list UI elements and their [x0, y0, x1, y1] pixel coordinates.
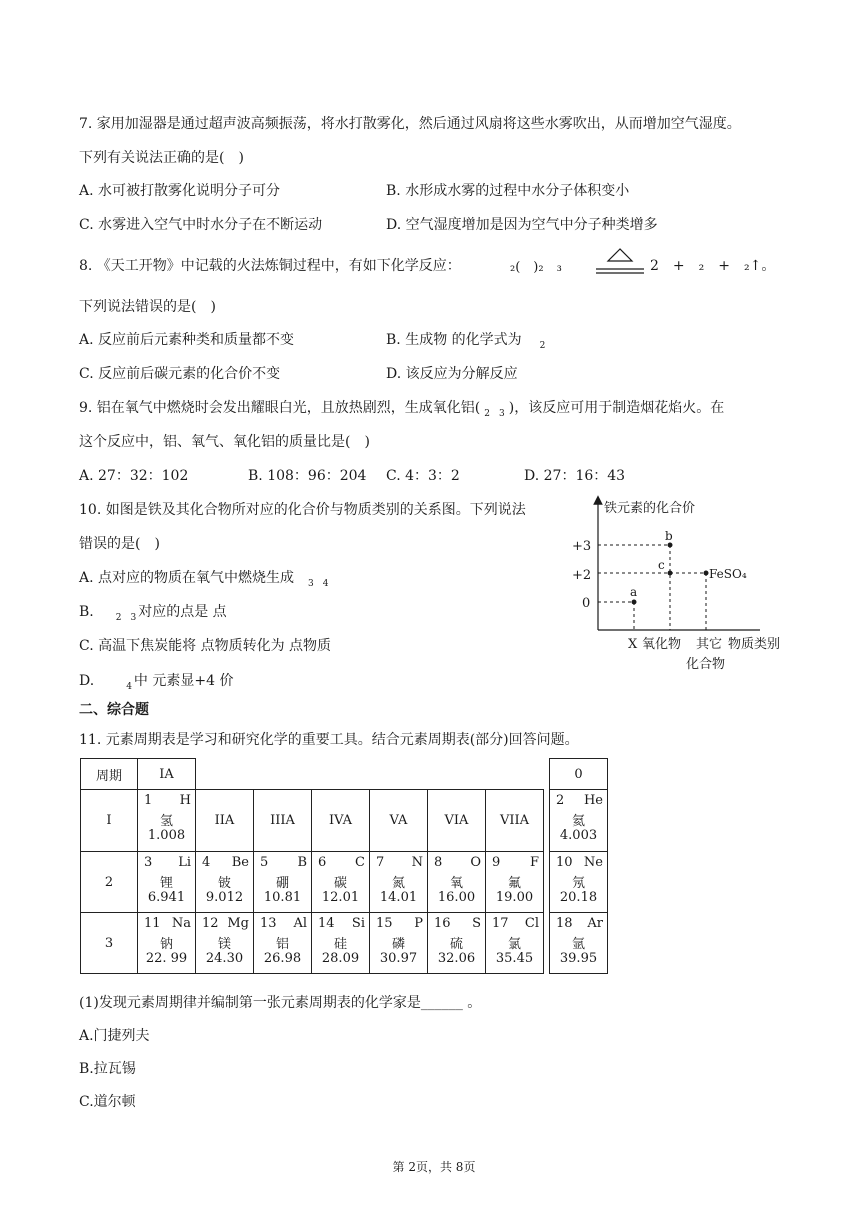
element-number: 3 — [144, 855, 153, 870]
q9-option-b: B. 108：96：204 — [248, 468, 367, 484]
q10-option-b-tail: 对应的点是 点 — [138, 604, 227, 620]
q10-stem-line2: 错误的是( ) — [79, 536, 160, 552]
element-mass: 30.97 — [379, 951, 418, 966]
element-name: 钠 — [159, 937, 173, 952]
element-mass: 9.012 — [205, 890, 244, 905]
element-symbol: Cl — [524, 916, 539, 931]
element-cell-li — [137, 851, 196, 913]
element-cell-c — [311, 851, 370, 913]
heat-reaction-arrow-icon — [594, 247, 646, 283]
element-cell-mg — [195, 912, 254, 974]
q11-sub1: (1)发现元素周期律并编制第一张元素周期表的化学家是______ 。 — [79, 995, 482, 1011]
q7-stem-line1: 7. 家用加湿器是通过超声波高频振荡，将水打散雾化，然后通过风扇将这些水雾吹出，从而增加空气湿度。 — [79, 116, 741, 132]
element-symbol: Be — [231, 855, 249, 870]
q10-option-a — [79, 568, 328, 594]
element-name: 氢 — [159, 814, 173, 829]
element-cell-n — [369, 851, 428, 913]
q8-equation-left: ₂( )₂ ₃ — [510, 260, 562, 275]
y-tick-zero: 0 — [582, 596, 591, 611]
period-2-label: 2 — [80, 851, 138, 913]
group-iva-header: IVA — [311, 789, 370, 852]
q10-option-d — [79, 671, 233, 697]
element-number: 7 — [376, 855, 385, 870]
element-mass: 35.45 — [495, 951, 534, 966]
q10-stem-line1: 10. 如图是铁及其化合物所对应的化合价与物质类别的关系图。下列说法 — [79, 502, 526, 518]
x-tick-oxide: 氧化物 — [642, 637, 682, 652]
element-mass: 12.01 — [321, 890, 360, 905]
q9-stem-part2: )，该反应可用于制造烟花焰火。在 — [508, 400, 725, 416]
q10-option-b-label: B. — [79, 604, 94, 620]
element-number: 17 — [492, 916, 509, 931]
element-symbol: P — [414, 916, 423, 931]
q8-option-b — [386, 330, 545, 356]
element-name: 硼 — [275, 876, 289, 891]
element-number: 13 — [260, 916, 277, 931]
element-symbol: Si — [351, 916, 365, 931]
element-symbol: Na — [171, 916, 191, 931]
element-symbol: C — [355, 855, 365, 870]
element-mass: 1.008 — [147, 828, 186, 843]
element-number: 11 — [144, 916, 161, 931]
element-number: 6 — [318, 855, 327, 870]
iron-valence-category-graph — [560, 492, 810, 682]
element-cell-si — [311, 912, 370, 974]
element-number: 18 — [556, 916, 573, 931]
point-c — [668, 571, 673, 576]
q10-option-a-sub: 3 4 — [308, 579, 329, 589]
element-number: 9 — [492, 855, 501, 870]
element-name: 锂 — [159, 876, 173, 891]
element-symbol: H — [179, 793, 191, 808]
q11-option-a: A.门捷列夫 — [79, 1028, 150, 1044]
q10-option-b-sub: 2 3 — [115, 613, 137, 623]
element-name: 碳 — [333, 876, 347, 891]
element-mass: 4.003 — [559, 828, 598, 843]
element-symbol: N — [411, 855, 423, 870]
element-mass: 10.81 — [263, 890, 302, 905]
group-viia-header: VIIA — [485, 789, 544, 852]
q7-option-b: B. 水形成水雾的过程中水分子体积变小 — [386, 183, 630, 199]
q8-option-b-text: B. 生成物 的化学式为 — [386, 332, 522, 348]
element-number: 5 — [260, 855, 269, 870]
element-number: 4 — [202, 855, 211, 870]
element-cell-ar — [549, 912, 608, 974]
element-symbol: B — [297, 855, 307, 870]
page-footer: 第 2页，共 8页 — [392, 1160, 476, 1174]
element-symbol: Al — [293, 916, 307, 931]
element-cell-be — [195, 851, 254, 913]
element-name: 铍 — [217, 876, 231, 891]
x-tick-x: X — [628, 637, 638, 652]
element-cell-al — [253, 912, 312, 974]
element-name: 硅 — [333, 937, 347, 952]
element-name: 氧 — [449, 876, 463, 891]
element-number: 10 — [556, 855, 573, 870]
element-cell-he — [549, 789, 608, 852]
element-number: 14 — [318, 916, 335, 931]
element-name: 氟 — [507, 876, 521, 891]
element-mass: 22. 99 — [145, 951, 188, 966]
element-number: 15 — [376, 916, 393, 931]
q9-option-c: C. 4：3：2 — [386, 468, 460, 484]
element-mass: 16.00 — [437, 890, 476, 905]
element-cell-s — [427, 912, 486, 974]
q10-option-c: C. 高温下焦炭能将 点物质转化为 点物质 — [79, 638, 332, 654]
periodic-table — [80, 758, 608, 974]
group-va-header: VA — [369, 789, 428, 852]
element-mass: 26.98 — [263, 951, 302, 966]
q11-option-b: B.拉瓦锡 — [79, 1061, 136, 1077]
element-name: 氖 — [571, 876, 585, 891]
point-b — [668, 543, 673, 548]
x-subtitle: 化合物 — [686, 657, 726, 672]
element-mass: 28.09 — [321, 951, 360, 966]
element-mass: 32.06 — [437, 951, 476, 966]
element-name: 铝 — [275, 937, 289, 952]
element-cell-h — [137, 789, 196, 852]
y-axis-label: 铁元素的化合价 — [604, 501, 696, 516]
element-name: 氦 — [571, 814, 585, 829]
group-via-header: VIA — [427, 789, 486, 852]
q9-stem-line1 — [79, 398, 724, 424]
q7-option-a: A. 水可被打散雾化说明分子可分 — [79, 183, 281, 199]
q11-stem: 11. 元素周期表是学习和研究化学的重要工具。结合元素周期表(部分)回答问题。 — [79, 732, 579, 748]
period-3-label: 3 — [80, 912, 138, 974]
element-mass: 24.30 — [205, 951, 244, 966]
y-tick-plus2: +2 — [572, 568, 592, 583]
element-cell-o — [427, 851, 486, 913]
element-name: 氮 — [391, 876, 405, 891]
q10-option-d-label: D. — [79, 673, 95, 689]
element-symbol: S — [472, 916, 481, 931]
element-cell-b — [253, 851, 312, 913]
group-iiia-header: IIIA — [253, 789, 312, 852]
q9-option-d: D. 27：16：43 — [524, 468, 626, 484]
q11-option-c: C.道尔顿 — [79, 1094, 136, 1110]
element-symbol: Ne — [583, 855, 603, 870]
element-symbol: Ar — [587, 916, 603, 931]
element-mass: 39.95 — [559, 951, 598, 966]
element-mass: 19.00 — [495, 890, 534, 905]
y-tick-plus3: +3 — [572, 539, 592, 554]
point-feso4 — [704, 571, 709, 576]
point-c-label: c — [658, 558, 665, 572]
element-cell-p — [369, 912, 428, 974]
element-cell-ne — [549, 851, 608, 913]
q8-equation-right: 2 + ₂ + ₂↑。 — [650, 258, 776, 274]
group-ia-header: IA — [137, 758, 196, 790]
element-symbol: Mg — [227, 916, 249, 931]
q8-stem-line1: 8. 《天工开物》中记载的火法炼铜过程中，有如下化学反应： — [79, 258, 461, 274]
q10-option-d-tail: 中 元素显+4 价 — [133, 673, 234, 689]
group-iia-header: IIA — [195, 789, 254, 852]
element-number: 12 — [202, 916, 219, 931]
q9-option-a: A. 27：32：102 — [79, 468, 189, 484]
element-symbol: F — [529, 855, 539, 870]
q9-stem-part1: 9. 铝在氧气中燃烧时会发出耀眼白光，且放热剧烈，生成氧化铝( — [79, 400, 481, 416]
element-mass: 14.01 — [379, 890, 418, 905]
section-heading: 二、综合题 — [79, 702, 149, 718]
element-symbol: Li — [178, 855, 191, 870]
q9-stem-line2: 这个反应中，铝、氧气、氧化铝的质量比是( ) — [79, 434, 370, 450]
group-zero-header: 0 — [549, 758, 608, 790]
q7-option-c: C. 水雾进入空气中时水分子在不断运动 — [79, 217, 323, 233]
point-b-label: b — [665, 529, 673, 543]
element-number: 2 — [556, 793, 565, 808]
q8-option-c: C. 反应前后碳元素的化合价不变 — [79, 366, 281, 382]
q7-option-d: D. 空气湿度增加是因为空气中分子种类增多 — [386, 217, 658, 233]
element-cell-f — [485, 851, 544, 913]
element-cell-na — [137, 912, 196, 974]
element-symbol: O — [470, 855, 481, 870]
element-name: 镁 — [217, 937, 231, 952]
q8-option-a: A. 反应前后元素种类和质量都不变 — [79, 332, 295, 348]
q8-option-d: D. 该反应为分解反应 — [386, 366, 518, 382]
element-number: 8 — [434, 855, 443, 870]
period-header: 周期 — [80, 758, 138, 790]
period-1-label: I — [80, 789, 138, 852]
element-mass: 6.941 — [147, 890, 186, 905]
point-a — [632, 600, 637, 605]
element-number: 1 — [144, 793, 153, 808]
element-name: 氯 — [507, 937, 521, 952]
element-mass: 20.18 — [559, 890, 598, 905]
q8-option-b-sub: 2 — [539, 341, 546, 351]
q8-stem-line2: 下列说法错误的是( ) — [79, 299, 216, 315]
element-symbol: He — [583, 793, 603, 808]
q9-stem-formula-sub: 2 3 — [484, 409, 505, 419]
element-name: 硫 — [449, 937, 463, 952]
x-tick-other: 其它 — [696, 637, 723, 652]
q10-option-a-text: A. 点对应的物质在氧气中燃烧生成 — [79, 570, 295, 586]
element-number: 16 — [434, 916, 451, 931]
feso4-label: FeSO₄ — [709, 567, 747, 581]
element-name: 氩 — [571, 937, 585, 952]
element-cell-cl — [485, 912, 544, 974]
point-a-label: a — [630, 585, 638, 599]
q10-option-d-sub: 4 — [126, 682, 132, 692]
q7-stem-line2: 下列有关说法正确的是( ) — [79, 150, 244, 166]
element-name: 磷 — [391, 937, 405, 952]
q10-option-b — [79, 602, 227, 628]
x-axis-label: 物质类别 — [728, 637, 781, 652]
